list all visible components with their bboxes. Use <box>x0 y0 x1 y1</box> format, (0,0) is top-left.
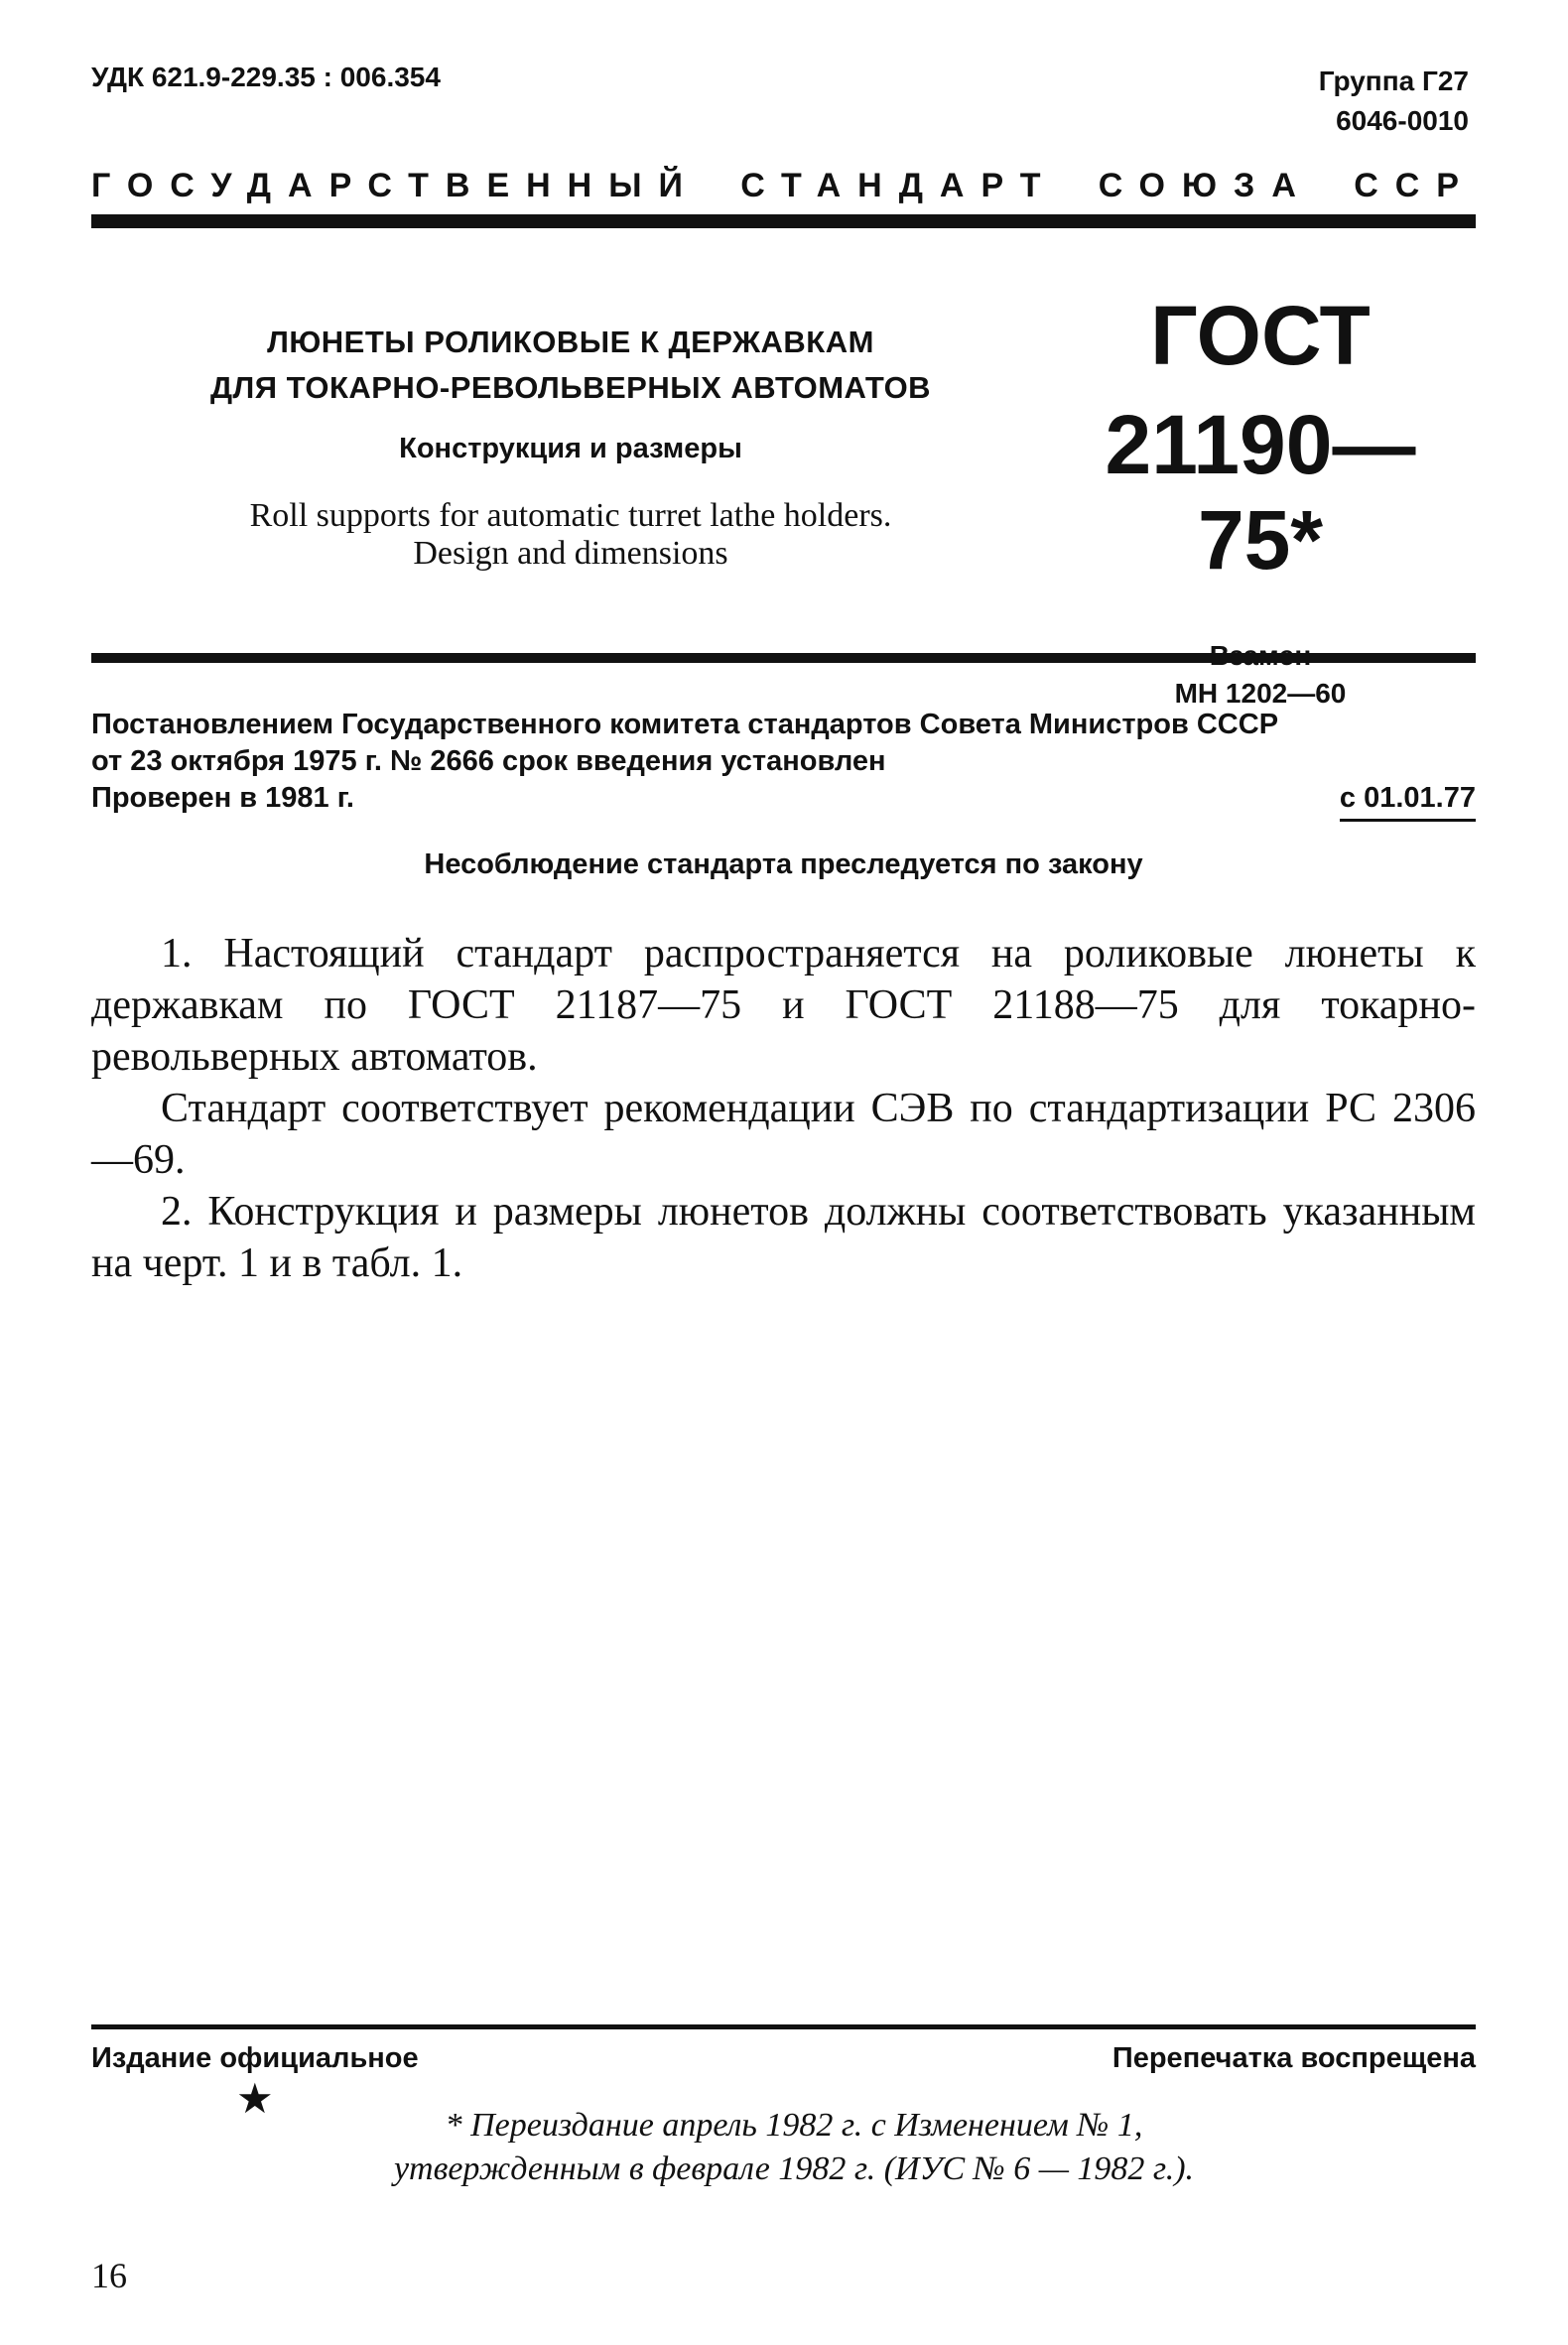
official-edition: Издание официальное <box>91 2042 419 2074</box>
title-ru-subtitle: Конструкция и размеры <box>399 433 742 464</box>
state-standard-banner <box>91 167 1476 205</box>
footnote <box>298 2104 1290 2191</box>
title-ru-line-2: ДЛЯ ТОКАРНО-РЕВОЛЬВЕРНЫХ АВТОМАТОВ <box>209 370 932 405</box>
replaces-value: МН 1202—60 <box>1174 678 1347 709</box>
replaces-block <box>1052 637 1469 713</box>
group-code <box>1319 62 1469 141</box>
udk-code: УДК 621.9-229.35 : 006.354 <box>91 62 441 92</box>
gost-number: 21190—75* <box>1105 398 1416 586</box>
paragraph-3: 2. Конструкция и размеры люнетов должны соответствовать указанным на черт. 1 и в табл. 1. <box>91 1189 1476 1286</box>
banner-word-2: СТАНДАРТ <box>740 167 1058 204</box>
decree-block <box>91 707 1476 822</box>
title-rule <box>91 653 1476 663</box>
title-en <box>139 497 1002 573</box>
footnote-line-1: * Переиздание апрель 1982 г. с Изменением № 1, <box>445 2107 1143 2144</box>
star-icon: ★ <box>236 2075 274 2122</box>
banner-word-4: ССР <box>1354 167 1476 204</box>
decree-line-3 <box>91 780 1476 822</box>
title-en-line-1: Roll supports for automatic turret lathe holders. <box>249 497 892 534</box>
footer-rule <box>91 2024 1476 2029</box>
title-ru-line-1: ЛЮНЕТЫ РОЛИКОВЫЕ К ДЕРЖАВКАМ <box>267 325 874 359</box>
reprint-prohibited: Перепечатка воспрещена <box>1111 2042 1476 2074</box>
decree-checked: Проверен в 1981 г. <box>91 782 354 814</box>
title-en-line-2: Design and dimensions <box>413 535 728 572</box>
paragraph-2: Стандарт соответствует рекомендации СЭВ по стандартизации РС 2306—69. <box>91 1086 1476 1183</box>
paragraph-1: 1. Настоящий стандарт распространяется на роликовые люнеты к державкам по ГОСТ 21187—75 и ГОСТ 21188—75 для токарно-револьверных автоматов. <box>91 931 1476 1080</box>
group-line-2: 6046-0010 <box>1336 105 1469 136</box>
banner-word-3: СОЮЗА <box>1098 167 1313 204</box>
title-block <box>139 320 1002 573</box>
body-text <box>91 928 1476 1289</box>
gost-designation <box>1052 288 1469 713</box>
page-number: 16 <box>91 2256 127 2295</box>
decree-line-1: Постановлением Государственного комитета стандартов Совета Министров СССР <box>91 709 1279 740</box>
banner-word-1: ГОСУДАРСТВЕННЫЙ <box>91 167 700 204</box>
decree-effective-date: с 01.01.77 <box>1340 780 1476 822</box>
footnote-line-2: утвержденным в феврале 1982 г. (ИУС № 6 — 1982 г.). <box>393 2150 1195 2187</box>
decree-line-2: от 23 октября 1975 г. № 2666 срок введения установлен <box>91 745 886 777</box>
gost-word: ГОСТ <box>1150 289 1371 382</box>
header-rule <box>91 214 1476 228</box>
group-line-1: Группа Г27 <box>1318 65 1469 96</box>
law-notice: Несоблюдение стандарта преследуется по закону <box>424 848 1143 880</box>
